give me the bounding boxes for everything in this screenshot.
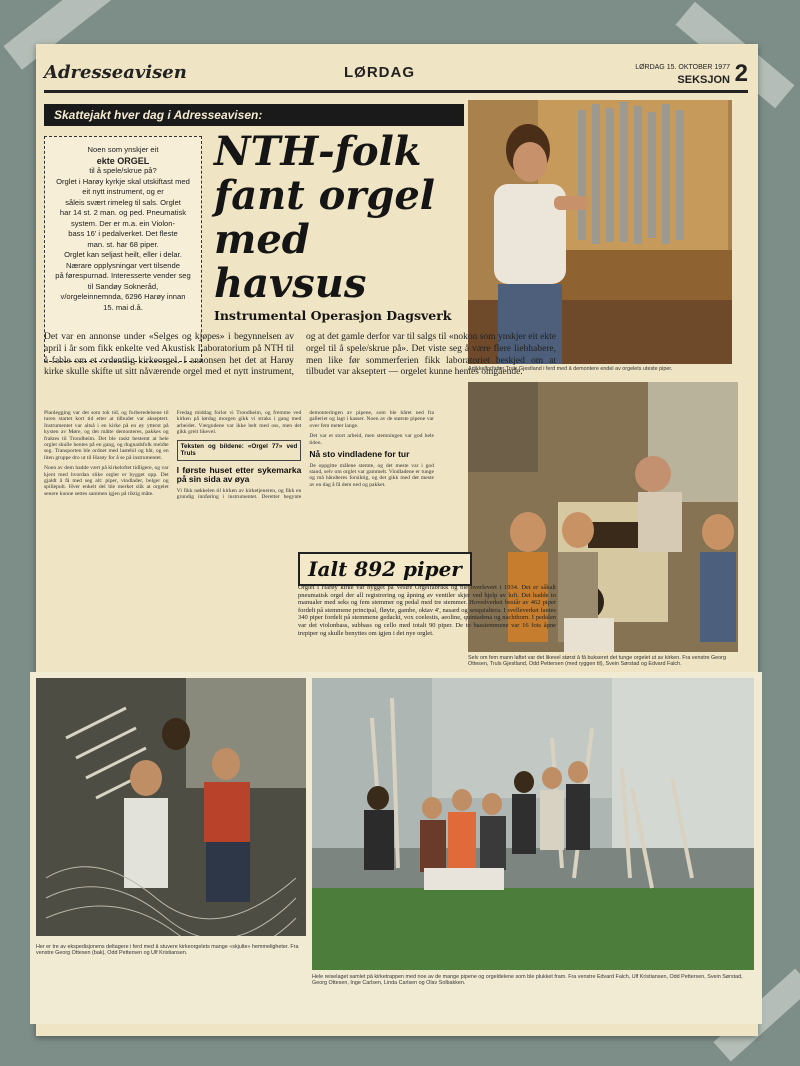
body-paragraph: Planlegging var det som tok tid, og forberedelsene til turen startet kort tid etter at tilbudet var akseptert. Instrumentet var altså i en kirke på en øy ytterst på kysten av Møre, og det måtte demonteres, pakkes og fraktes til Trondheim. Det ble raskt bestemt at hele orglet skulle hentes på en gang, og dugnadsfolk meldte seg. Transporten ble ordnet med lastebil og båt, og en liten gruppe dro ut til Harøy for å se på instrumentet. [44, 410, 169, 461]
body-paragraph: Noen av dem hadde vært på kirkeloftet tidligere, og var kjent med hvordan slike orgler er bygget opp. Det gjaldt å få med seg alt: piper, vindlader, belger og spillepult. Hver enkelt del ble merket slik at orgelet senere kunne settes sammen igjen på riktig måte. [44, 465, 169, 497]
lead-paragraph: Det var en annonse under «Selges og kjøpes» i begynnelsen av april i år som fikk enkelte ved Akustisk Laboratorium på NTH til å fable om et ordentlig kirkeorgel. I annonsen het det at Harøy kirke skulle skifte ut sitt nåværende orgel med et nytt instrument, og at det gamle derfor var til salgs til «nokon som ynskjer eit ekte orgel til å spele/skrue på». Det viste seg å være flere liebhabere, men like før sommerferien fikk laboratoriet beskjed om at tilbudet var akseptert — orgelet kunne hentes omgående. [44, 332, 556, 378]
headline-line: fant orgel [214, 172, 435, 219]
ad-line: v/orgeleinnemnda, 6296 Harøy innan [60, 292, 186, 301]
caption-bottom-right: Hele reiselaget samlet på kirketrappen med noe av de mange pipene og orgeldelene som ble plukket fram. Fra venstre Edvard Falch, Ulf Kristiansen, Odd Pettersen, Svein Sørstad, Georg Ottesen, Inge Carlsen, Linda Carlsen og Olav Solbakken. [312, 974, 743, 987]
photo-organ-pipes [468, 100, 732, 364]
caption-top-right: Artikkelforfatter Truls Gjestland i ferd med å demontere endel av orgelets uteste piper. [468, 366, 673, 372]
body-paragraph: Fredag middag forlot vi Trondheim, og fremme ved kirken på lørdag morgen gikk vi straks i gang med arbeidet. Værgudene var ikke helt med oss, men det gikk greit likevel. [176, 410, 302, 436]
body-paragraph: Det var et stort arbeid, men stemningen var god hele tiden. [309, 433, 434, 446]
photo-organ-pipes-image [468, 100, 732, 364]
masthead-date: LØRDAG 15. OKTOBER 1977 [635, 64, 730, 71]
ad-line: Orglet kan seljast heilt, eller i delar. [64, 250, 182, 259]
photo-group-steps-image [312, 678, 754, 970]
headline-line: NTH-folk [214, 128, 422, 175]
caption-middle-right: Selv om fem mann laftet var det likevel størst å få bukseret det tunge orgelet ut av kirken. Fra venstre Georg Ottesen, Truls Gjestland, Odd Pettersen (med ryggen til), Svein Sørstad og Edvard Falch. [468, 655, 726, 668]
masthead [44, 50, 748, 93]
ad-line: Orglet i Harøy kyrkje skal utskiftast med eit nytt instrument, og er [56, 176, 190, 196]
ad-line: på førespurnad. Interesserte vender seg til Sandøy Sokneråd, [55, 271, 191, 291]
ad-line: bass 16' i pedalverket. Det fleste [68, 229, 178, 238]
classified-ad [44, 136, 202, 362]
ad-line: til å spele/skrue på? [89, 166, 157, 175]
info-box-title: Ialt 892 piper [298, 552, 472, 586]
ad-line: 15. mai d.å. [103, 302, 143, 312]
caption-bottom-left: Her er tre av ekspedisjonens deltagere i ferd med å stuvere kirkeorgelets mange «skjulte» hemmeligheter. Fra venstre Georg Ottesen (bak), Odd Pettersen og Ulf Kristiansen. [36, 944, 299, 957]
info-box-text: Orglet i Harøy kirke var bygget på Vestre Orgelfabrikk og ble overlevert i 1934. Det er såkalt pneumatisk orgel der all registrering og åpning av ventiler skjer ved hjelp av luft. Det hadde to manualer med seks og fem stemmer og pedal med tre stemmer. Hovedverket består av 462 piper fordelt på stemmene principal, fløyte, gambe, oktav 4', nasard og sesquialtera. I svelleverket fantes 340 piper fordelt på stemmene gedackt, vox coelestis, aeoline, quintadena og nachthorn. I pedalen var det violonbass, subbass og cello med totalt 90 piper. De to basstemmene var 16 fots åpne trepiper og skulle benyttes om igjen i det nye orglet. [298, 584, 556, 637]
ad-line: Nærare opplysningar vert tilsende [66, 260, 180, 270]
body-paragraph: Vi fikk nøkkelen til kirken av kirketjeneren, og fikk en grundig innføring i instrumentet. Deretter begynte demonteringen av pipene, som ble båret ned fra galleriet og lagt i kasser. Noen av de største pipene var over fem meter lange. [176, 410, 434, 501]
photo-stacking-image [36, 678, 306, 936]
ad-line: man. st. har 68 piper. [87, 239, 159, 249]
body-subheading: Nå sto vindladene for tur [309, 449, 410, 460]
article-credit-box: Teksten og bildene: «Orgel 77» ved Truls [177, 440, 302, 461]
ad-line: har 14 st. 2 man. og ped. Pneumatisk system. Der er m.a. ein Violon- [59, 208, 187, 228]
section-label: SEKSJON [677, 74, 730, 86]
ad-line: Noen som ynskjer eit [87, 145, 159, 154]
headline-line: med havsus [214, 216, 367, 307]
newspaper-clipping-lower [30, 672, 762, 1024]
photo-stacking-pipes [36, 678, 306, 936]
photo-group-on-steps [312, 678, 754, 970]
paper-name: Adresseavisen [44, 62, 187, 83]
ad-line: ekte ORGEL [96, 155, 150, 166]
banner: Skattejakt hver dag i Adresseavisen: [44, 104, 464, 126]
section-number: 2 [734, 60, 748, 87]
headline [214, 130, 454, 306]
ad-line: såleis svært rimeleg til sals. Orglet [65, 197, 181, 207]
masthead-day: LØRDAG [344, 64, 415, 81]
subheadline: Instrumental Operasjon Dagsverk [214, 308, 452, 323]
body-subheading: I første huset etter sykemarka på sin sida av øya [176, 464, 302, 485]
body-paragraph: De oppgitte målene stemte, og det meste var i god stand, selv om orglet var gammelt. Vindladene er tunge og må håndteres forsiktig, og det gikk med det meste av en dag å få dem ned og pakket. [309, 462, 434, 488]
